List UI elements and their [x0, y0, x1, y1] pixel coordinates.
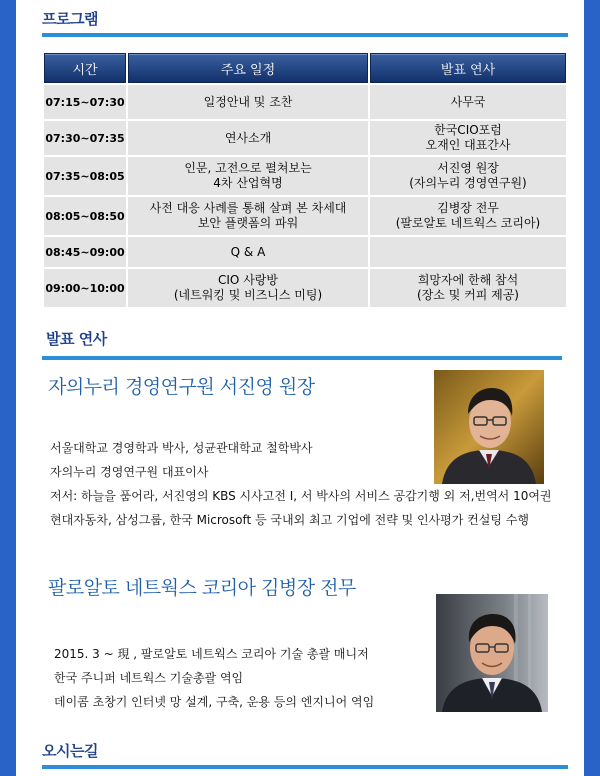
table-row [44, 157, 566, 195]
row-speaker [370, 269, 566, 307]
row-speaker [370, 121, 566, 155]
agenda-line: 보안 플랫폼의 파워 [197, 216, 299, 230]
bio-line: 2015. 3 ~ 現 , 팔로알토 네트웍스 코리아 기술 총괄 매니저 [54, 647, 369, 661]
left-border [0, 0, 16, 776]
table-row [44, 269, 566, 307]
table-row [44, 121, 566, 155]
speaker2-portrait [436, 594, 548, 712]
speaker-line: 오재인 대표간사 [425, 138, 511, 152]
bio-line: 데이콤 초창기 인터넷 망 설계, 구축, 운용 등의 엔지니어 역임 [54, 695, 375, 709]
speakers-rule [42, 356, 562, 360]
row-time: 08:05~08:50 [44, 197, 126, 235]
row-agenda [128, 269, 368, 307]
right-border [584, 0, 600, 776]
header-time: 시간 [44, 53, 126, 83]
bio-line: 서울대학교 경영학과 박사, 성균관대학교 철학박사 [50, 441, 313, 455]
bio-line: 현대자동차, 삼성그룹, 한국 Microsoft 등 국내외 최고 기업에 전략 및 인사평가 컨설팅 수행 [50, 513, 529, 527]
agenda-line: 4차 산업혁명 [213, 176, 283, 190]
speaker1-bio [50, 436, 552, 532]
row-time: 07:35~08:05 [44, 157, 126, 195]
agenda-line: 연사소개 [224, 130, 272, 145]
row-speaker [370, 157, 566, 195]
row-speaker [370, 197, 566, 235]
speaker-line: (팔로알토 네트웍스 코리아) [395, 216, 541, 230]
bio-line: 자의누리 경영연구원 대표이사 [50, 465, 209, 479]
speaker-line: 김병장 전무 [437, 201, 499, 215]
agenda-line: CIO 사랑방 [218, 273, 278, 287]
schedule-header-row [44, 53, 566, 83]
program-title: 프로그램 [42, 10, 98, 28]
header-agenda: 주요 일정 [128, 53, 368, 83]
table-row [44, 85, 566, 119]
speaker2-bio [54, 642, 374, 714]
row-agenda [128, 157, 368, 195]
row-agenda [128, 237, 368, 267]
bio-line: 저서: 하늘을 품어라, 서진영의 KBS 시사고전 I, 서 박사의 서비스 공감기행 외 저,번역서 10여권 [50, 489, 552, 503]
agenda-line: (네트워킹 및 비즈니스 미팅) [173, 288, 323, 302]
schedule-table [42, 51, 568, 309]
speaker-line: 사무국 [450, 94, 486, 109]
speaker-line: 서진영 원장 [437, 161, 499, 175]
speaker-line: 한국CIO포럼 [434, 123, 502, 137]
speaker-line: 희망자에 한해 참석 [417, 273, 519, 287]
row-speaker [370, 237, 566, 267]
directions-title: 오시는길 [42, 742, 98, 760]
row-agenda [128, 121, 368, 155]
agenda-line: Q & A [230, 244, 266, 259]
speaker2-name: 팔로알토 네트웍스 코리아 김병장 전무 [48, 577, 356, 599]
row-agenda [128, 197, 368, 235]
newsletter-content [16, 0, 584, 776]
speaker1-name: 자의누리 경영연구원 서진영 원장 [48, 376, 315, 398]
row-time: 09:00~10:00 [44, 269, 126, 307]
table-row [44, 237, 566, 267]
speaker-line: (장소 및 커피 제공) [417, 288, 519, 302]
agenda-line: 일정안내 및 조찬 [203, 94, 293, 109]
program-rule [42, 33, 568, 37]
row-time: 08:45~09:00 [44, 237, 126, 267]
bio-line: 한국 주니퍼 네트웍스 기술총괄 역임 [54, 671, 244, 685]
agenda-line: 사전 대응 사례를 통해 살펴 본 차세대 [149, 201, 347, 215]
agenda-line: 인문, 고전으로 펼쳐보는 [184, 161, 312, 175]
row-time: 07:30~07:35 [44, 121, 126, 155]
row-time: 07:15~07:30 [44, 85, 126, 119]
speakers-title: 발표 연사 [46, 330, 107, 348]
speaker-line: (자의누리 경영연구원) [409, 176, 527, 190]
header-speaker: 발표 연사 [370, 53, 566, 83]
speaker2-photo [436, 594, 548, 712]
row-agenda [128, 85, 368, 119]
row-speaker [370, 85, 566, 119]
directions-rule [42, 765, 568, 769]
table-row [44, 197, 566, 235]
